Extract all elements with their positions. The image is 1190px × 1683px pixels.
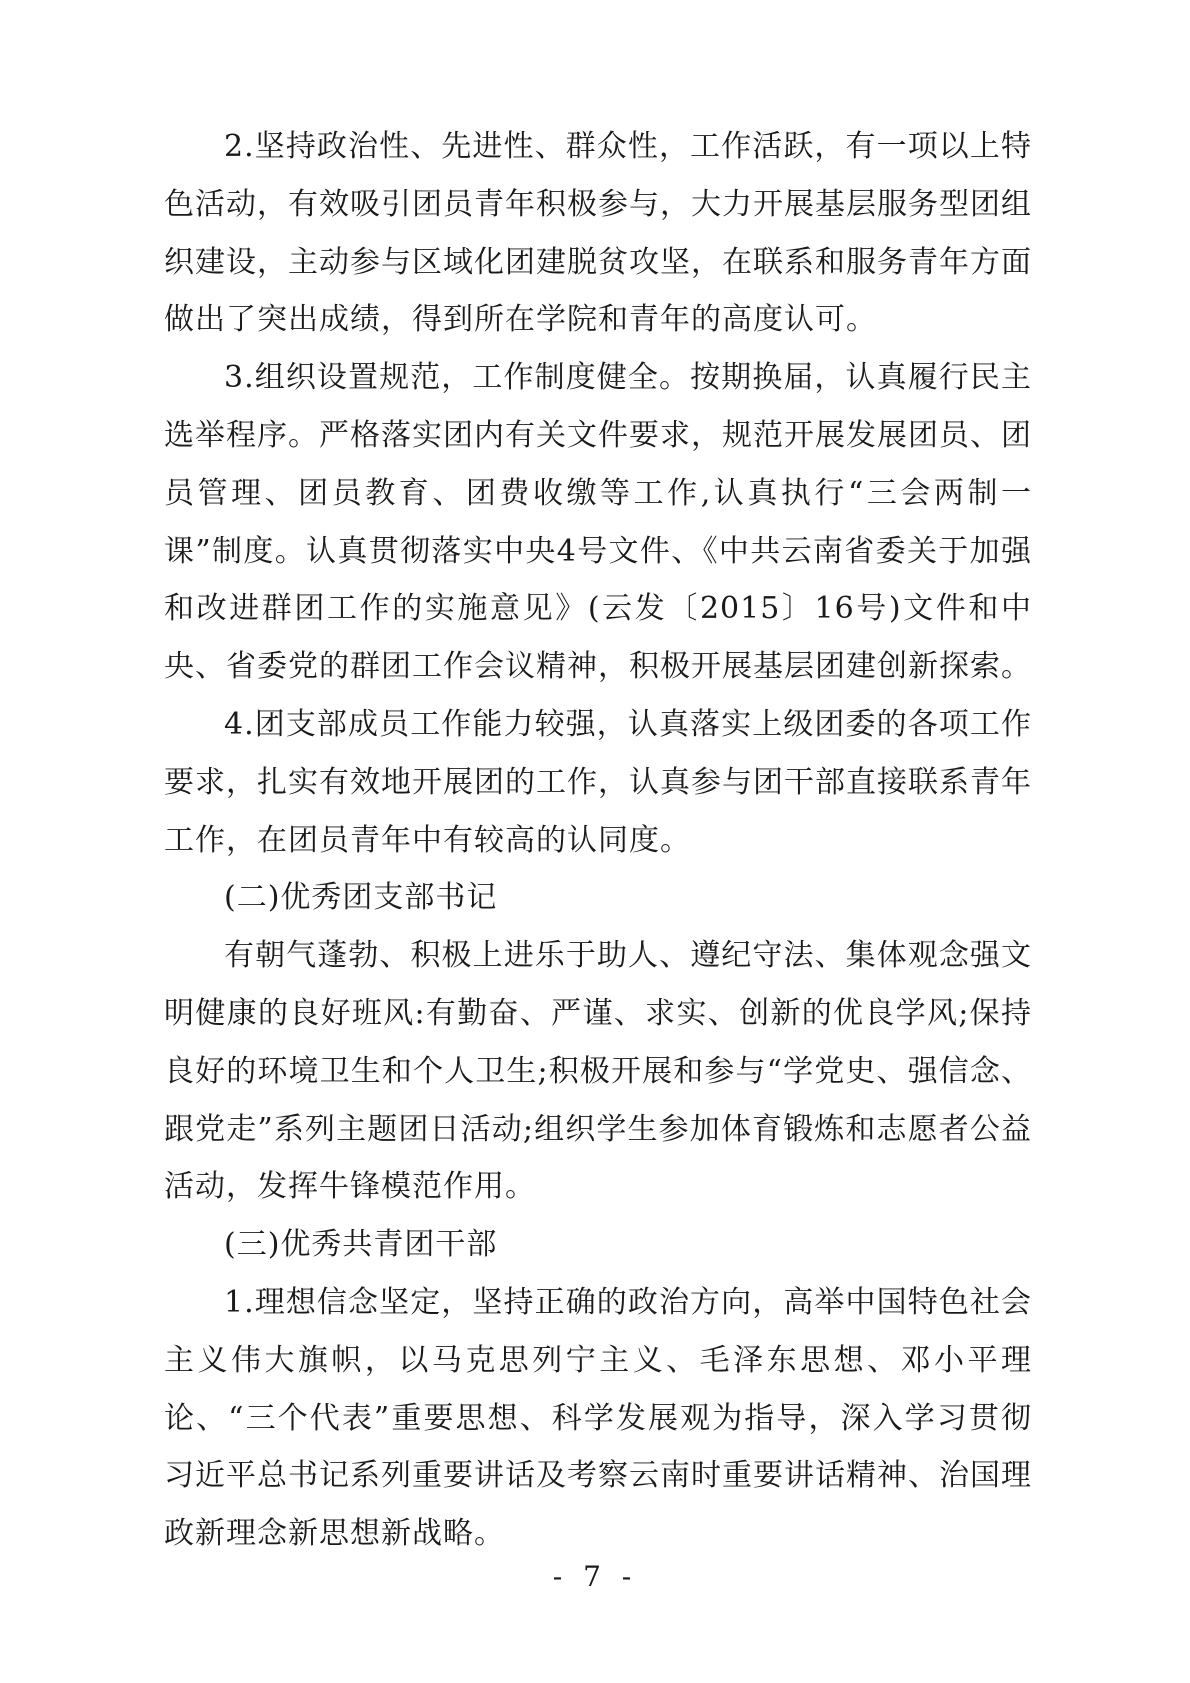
paragraph-criteria-4: 4.团支部成员工作能力较强，认真落实上级团委的各项工作要求，扎实有效地开展团的工作，认真参与团干部直接联系青年工作，在团员青年中有较高的认同度。 [164, 706, 1032, 858]
document-body [164, 118, 1032, 1563]
section-heading-branch-secretary: (二)优秀团支部书记 [224, 880, 498, 916]
paragraph-criteria-3: 3.组织设置规范，工作制度健全。按期换届，认真履行民主选举程序。严格落实团内有关文件要求，规范开展发展团员、团员管理、团员教育、团费收缴等工作,认真执行“三会两制一课”制度。认真贯彻落实中央4号文件、《中共云南省委关于加强和改进群团工作的实施意见》(云发〔2015〕16号)文件和中央、省委党的群团工作会议精神，积极开展基层团建创新探索。 [164, 360, 1032, 685]
paragraph-branch-secretary: 有朝气蓬勃、积极上进乐于助人、遵纪守法、集体观念强文明健康的良好班风:有勤奋、严谨、求实、创新的优良学风;保持良好的环境卫生和个人卫生;积极开展和参与“学党史、强信念、跟党走”系列主题团日活动;组织学生参加体育锻炼和志愿者公益活动，发挥牛锋模范作用。 [164, 938, 1032, 1205]
section-heading-league-cadre: (三)优秀共青团干部 [224, 1227, 498, 1263]
paragraph-criteria-2: 2.坚持政治性、先进性、群众性，工作活跃，有一项以上特色活动，有效吸引团员青年积极参与，大力开展基层服务型团组织建设，主动参与区域化团建脱贫攻坚，在联系和服务青年方面做出了突出成绩，得到所在学院和青年的高度认可。 [164, 129, 1032, 338]
paragraph-cadre-criteria-1: 1.理想信念坚定，坚持正确的政治方向，高举中国特色社会主义伟大旗帜，以马克思列宁主义、毛泽东思想、邓小平理论、“三个代表”重要思想、科学发展观为指导，深入学习贯彻习近平总书记系列重要讲话及考察云南时重要讲话精神、治国理政新理念新思想新战略。 [164, 1284, 1032, 1552]
page-number: - 7 - [552, 1560, 638, 1593]
